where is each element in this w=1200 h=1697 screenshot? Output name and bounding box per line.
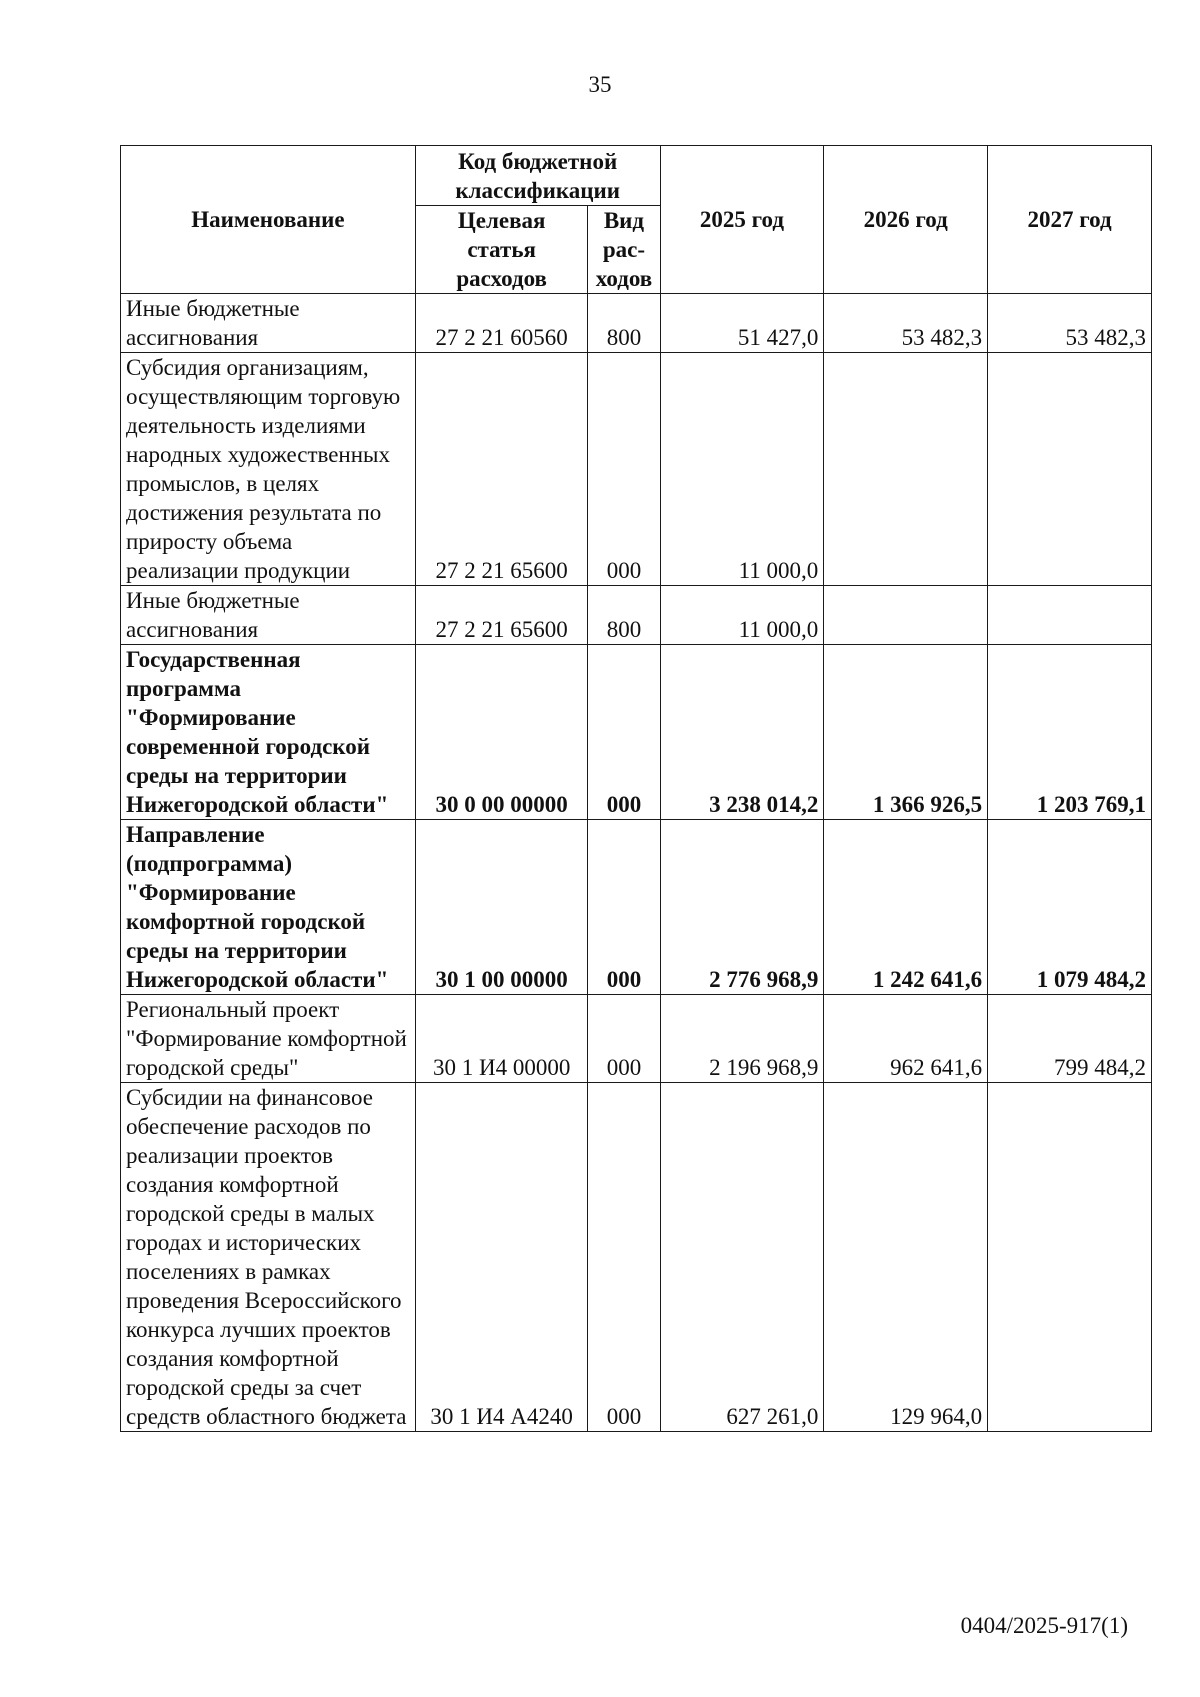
header-budget-code: Код бюджетной классификации [415, 146, 660, 206]
row-name: Направление (подпрограмма) "Формирование комфортной городской среды на территории Нижегородской области" [121, 820, 416, 995]
row-2025: 627 261,0 [660, 1083, 824, 1432]
row-2027: 799 484,2 [988, 995, 1152, 1083]
row-code: 27 2 21 65600 [415, 586, 588, 645]
row-type: 000 [588, 645, 660, 820]
row-2026: 1 366 926,5 [824, 645, 988, 820]
row-2025: 2 776 968,9 [660, 820, 824, 995]
row-type: 000 [588, 1083, 660, 1432]
row-code: 30 0 00 00000 [415, 645, 588, 820]
row-2026: 1 242 641,6 [824, 820, 988, 995]
row-type: 800 [588, 294, 660, 353]
row-2026: 962 641,6 [824, 995, 988, 1083]
row-type: 000 [588, 353, 660, 586]
table-row [121, 353, 1152, 586]
header-expense-type: Вид рас-ходов [588, 206, 660, 294]
row-2025: 3 238 014,2 [660, 645, 824, 820]
row-name: Государственная программа "Формирование современной городской среды на территории Нижегородской области" [121, 645, 416, 820]
row-code: 27 2 21 60560 [415, 294, 588, 353]
table-row [121, 1083, 1152, 1432]
table-row [121, 645, 1152, 820]
row-name: Субсидия организациям, осуществляющим торговую деятельность изделиями народных художественных промыслов, в целях достижения результата по приросту объема реализации продукции [121, 353, 416, 586]
row-2027: 53 482,3 [988, 294, 1152, 353]
row-type: 000 [588, 995, 660, 1083]
row-type: 800 [588, 586, 660, 645]
row-type: 000 [588, 820, 660, 995]
row-name: Субсидии на финансовое обеспечение расходов по реализации проектов создания комфортной городской среды в малых городах и исторических поселениях в рамках проведения Всероссийского конкурса лучших проектов создания комфортной городской среды за счет средств областного бюджета [121, 1083, 416, 1432]
row-2025: 51 427,0 [660, 294, 824, 353]
row-2027 [988, 586, 1152, 645]
header-year-2027: 2027 год [988, 146, 1152, 294]
budget-table [120, 145, 1152, 1432]
table-row [121, 586, 1152, 645]
header-name: Наименование [121, 146, 416, 294]
row-name: Региональный проект "Формирование комфортной городской среды" [121, 995, 416, 1083]
table-row [121, 820, 1152, 995]
header-year-2026: 2026 год [824, 146, 988, 294]
page-number: 35 [588, 72, 612, 97]
header-year-2025: 2025 год [660, 146, 824, 294]
row-2026: 129 964,0 [824, 1083, 988, 1432]
row-2025: 11 000,0 [660, 353, 824, 586]
table-row [121, 294, 1152, 353]
document-id: 0404/2025-917(1) [960, 1613, 1128, 1638]
row-2025: 11 000,0 [660, 586, 824, 645]
row-2025: 2 196 968,9 [660, 995, 824, 1083]
row-2026: 53 482,3 [824, 294, 988, 353]
row-2026 [824, 586, 988, 645]
row-2026 [824, 353, 988, 586]
row-2027 [988, 1083, 1152, 1432]
row-code: 27 2 21 65600 [415, 353, 588, 586]
row-2027: 1 079 484,2 [988, 820, 1152, 995]
row-2027 [988, 353, 1152, 586]
row-code: 30 1 00 00000 [415, 820, 588, 995]
row-name: Иные бюджетные ассигнования [121, 586, 416, 645]
header-target-article: Целевая статья расходов [415, 206, 588, 294]
row-name: Иные бюджетные ассигнования [121, 294, 416, 353]
row-code: 30 1 И4 А4240 [415, 1083, 588, 1432]
table-row [121, 995, 1152, 1083]
row-code: 30 1 И4 00000 [415, 995, 588, 1083]
row-2027: 1 203 769,1 [988, 645, 1152, 820]
